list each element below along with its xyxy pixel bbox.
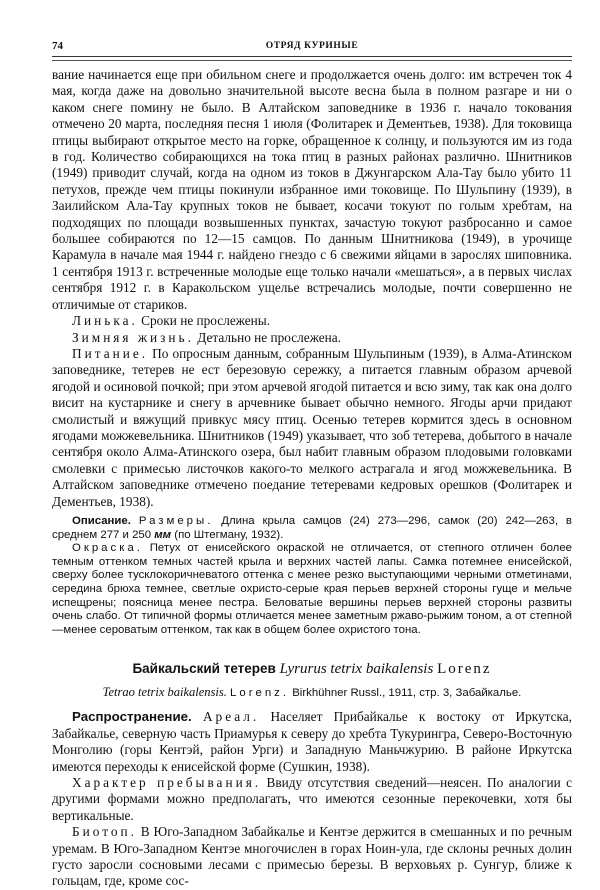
size-unit: мм: [154, 528, 172, 541]
paragraph-residence: [52, 775, 572, 824]
paragraph-coloration: [52, 542, 572, 637]
paragraph-distribution: [52, 709, 572, 775]
color-text: Петух от енисейского окраской не отличается, от степного отличен более темным оттенком темных частей крыла и верхних частей лапы. Самка потемнее енисейской, сверху более тусклокоричневатого оттенка с менее резко выступающими черными отметинами, середина брюха темнее, светлые охристо-серые края перьев верхней стороны гуще и мельче испещрены; поясница менее пестра. Беловатые вершины перьев верхней стороны развиты очень слабо. От типичной формы отличается менее заметным ржаво-рыжим тоном, а от степной—менее сероватым оттенком, так как в общем более охристого тона.: [52, 542, 572, 636]
running-title: ОТРЯД КУРИНЫЕ: [265, 41, 359, 51]
header-rule: [52, 56, 572, 61]
size-label: Размеры.: [138, 514, 214, 527]
paragraph-biotope: [52, 824, 572, 890]
residence-text: Ввиду отсутствия сведений—неясен. По аналогии с другими формами можно предполагать, что имеются сезонные перекочевки, хотя бы вертикальные.: [52, 774, 572, 823]
description-block: [52, 515, 572, 637]
paragraph-winter: [52, 330, 572, 346]
section-baikal-grouse: [52, 709, 572, 889]
synonym-line: [52, 685, 572, 700]
biotope-text: В Юго-Западном Забайкалье и Кентэе держится в смешанных и по речным уремам. В Юго-Западном Кентэе многочислен в горах Ноин-ула, где склоны речных долин густо заросли сосновыми лесами с примесью березы. В верховьях р. Сунгур, ближе к гольцам, где, кроме сос-: [52, 824, 572, 889]
size-text: Длина крыла самцов (24) 273—296, самок (20) 242—263, в среднем 277 и 250: [52, 514, 572, 541]
food-text: По опросным данным, собранным Шульпиным (1939), в Алма-Атинском заповеднике, тетерев не ест березовую сережку, а питается главным образом арчевой ягодой и осиновой почкой; при этом арчевой ягодой питается и всю зиму, так как она долго висит на кустарнике и снегу в арчевнике бывает обычно немного. Ягоды арчи придают смолистый и вяжущий привкус мясу птиц. Осенью тетерев кормится здесь в основном ягодами можжевельника. Шнитников (1949) указывает, что зоб тетерева, добытого в начале сентября около Алма-Атинского озера, был набит главным образом плодовыми головками смолевки с примесью листочков какого-то мелкого астрагала и ягод можжевельника. В Алтайском заповеднике отмечено поедание тетеревами кедровых орешков (Фолитарек и Дементьев, 1938).: [52, 345, 572, 509]
paragraph-molt: [52, 313, 572, 329]
synonym-author: Lorenz.: [230, 687, 290, 700]
description-lead: Описание.: [72, 514, 131, 527]
running-header: [52, 40, 572, 54]
biotope-label: Биотоп.: [72, 824, 137, 840]
subspecies-heading: [52, 661, 572, 678]
size-tail: (по Штегману, 1932).: [171, 528, 284, 541]
synonym-latin: Tetrao tetrix baikalensis.: [102, 685, 227, 700]
residence-label: Характер пребывания.: [72, 774, 262, 790]
range-label: Ареал.: [202, 709, 260, 725]
subspecies-latin-name: Lyrurus tetrix baikalensis: [279, 661, 434, 678]
color-label: Окраска.: [72, 542, 143, 555]
food-label: Питание.: [72, 345, 149, 361]
paragraph-lekking: вание начинается еще при обильном снеге и продолжается очень долго: им встречен ток 4 мая, когда даже на довольно значительной высоте весна была в полном разгаре и ни о каком снеге помину не было. В Алтайском заповеднике в 1936 г. начало токования отмечено 20 марта, последняя песня 1 июля (Фолитарек и Дементьев, 1938). Для токовища птицы выбирают открытое место на горке, обращенное к солнцу, и пользуются им из года в год. Количество собирающихся на тока птиц в разных районах различно. Шнитников (1949) приводит случай, когда на одном из токов в Джунгарском Ала-Тау было убито 11 петухов, прежде чем птицы покинули избранное ими токовище. По Шульпину (1939), в Заилийском Ала-Тау крупных токов не бывает, косачи токуют по голым хребтам, на подходящих по площади возвышенных пунктах, зачастую токуют разбросанно и самое большее собираются по 12—15 самцов. По данным Шнитникова (1949), в урочище Карамула в начале мая 1944 г. найдено гнездо с 6 свежими яйцами в зарослях шиповника. 1 сентября 1913 г. встреченные молодые еще только начали «мешаться», а в первых числах сентября 1912 г. в Каракольском ущелье встречались молодые, почти совершенно не отличимые от стариков.: [52, 67, 572, 312]
winter-label: Зимняя жизнь.: [72, 329, 194, 345]
section-black-grouse-continued: [52, 67, 572, 510]
winter-text: Детально не прослежена.: [193, 329, 341, 345]
paragraph-size: [52, 515, 572, 542]
molt-label: Линька.: [72, 313, 138, 329]
subspecies-author: Lorenz: [437, 661, 492, 678]
subspecies-russian-name: Байкальский тетерев: [132, 661, 276, 677]
molt-text: Сроки не прослежены.: [137, 313, 271, 329]
distribution-lead: Распространение.: [72, 709, 192, 725]
paragraph-food: [52, 346, 572, 510]
page-number: 74: [52, 40, 63, 52]
distribution-text: Населяет Прибайкалье к востоку от Иркутска, Забайкалье, северную часть Приамурья к северу до хребта Тукурингра, Северо-Восточную Монголию (горы Кентэй, район Урги) и Западную Маньчжурию. В районе Иркутска имеются переходы к енисейской форме (Сушкин, 1938).: [52, 709, 572, 774]
synonym-reference: Birkhühner Russl., 1911, стр. 3, Забайкалье.: [289, 687, 522, 700]
book-page: [52, 40, 572, 890]
